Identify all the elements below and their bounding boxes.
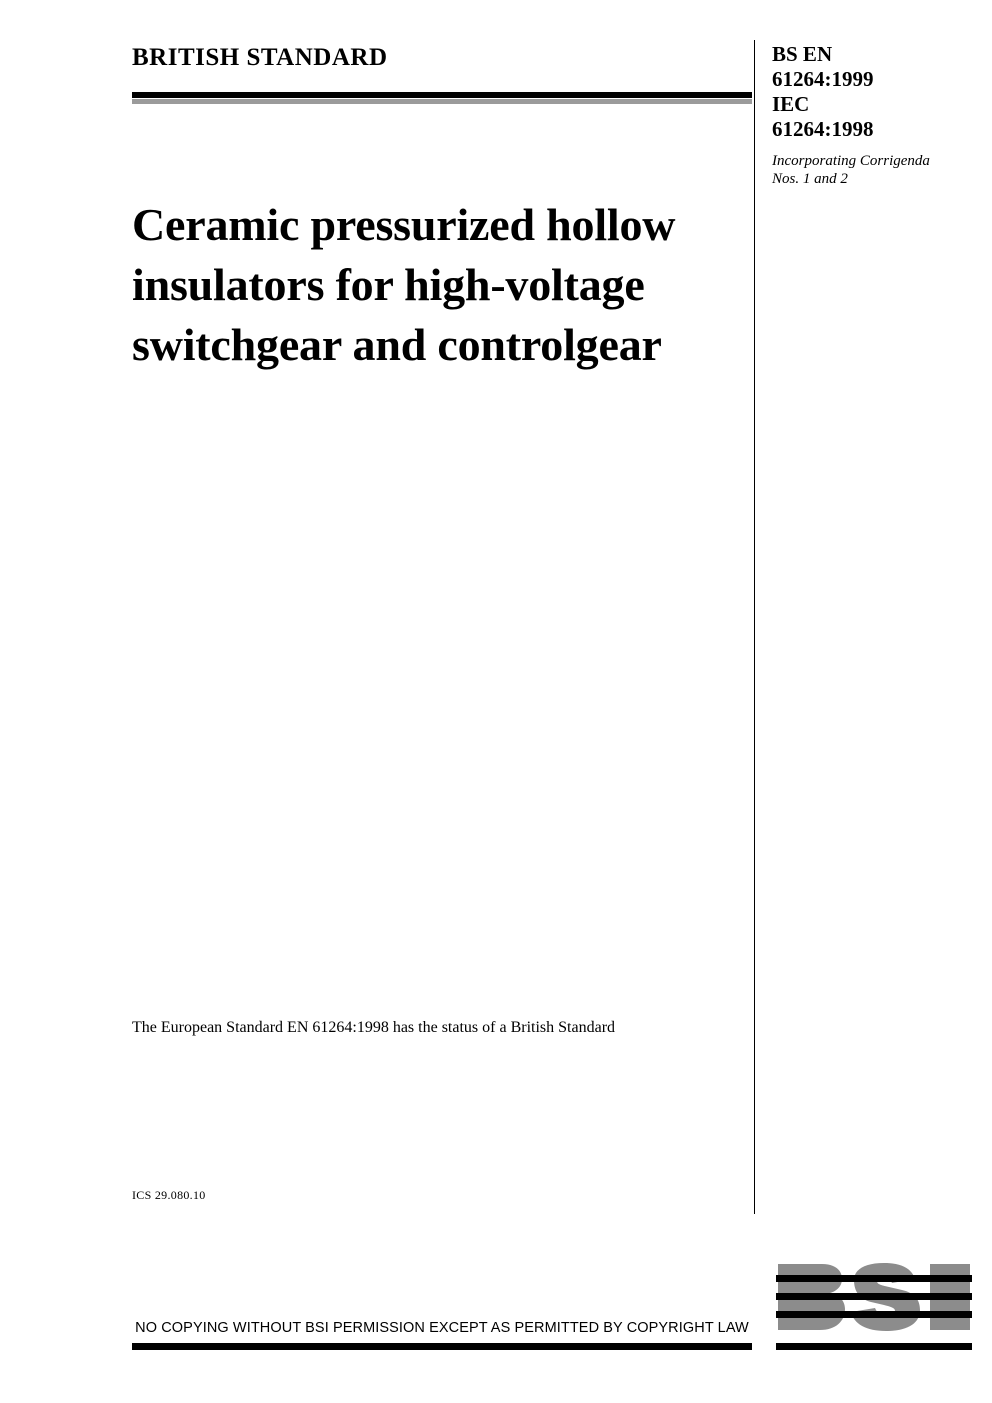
- footer-rule-right: [776, 1343, 972, 1350]
- reference-line-2: 61264:1999: [772, 67, 874, 91]
- header-rule-grey: [132, 99, 752, 104]
- header-rule-black: [132, 92, 752, 98]
- corrigenda-note: Incorporating Corrigenda Nos. 1 and 2: [772, 153, 930, 187]
- british-standard-label: BRITISH STANDARD: [132, 44, 388, 71]
- reference-line-1: BS EN: [772, 42, 833, 66]
- ics-code: ICS 29.080.10: [132, 1188, 206, 1202]
- page-title: Ceramic pressurized hollow insulators for high-voltage switchgear and controlgear: [132, 199, 676, 370]
- bsi-logo: [776, 1262, 972, 1336]
- standard-reference-block: [772, 42, 972, 142]
- european-standard-status-note: The European Standard EN 61264:1998 has the status of a British Standard: [132, 1019, 616, 1036]
- copyright-notice: NO COPYING WITHOUT BSI PERMISSION EXCEPT AS PERMITTED BY COPYRIGHT LAW: [135, 1320, 749, 1336]
- vertical-divider: [754, 40, 755, 1214]
- reference-line-3: IEC: [772, 92, 810, 116]
- footer-rule-left: [132, 1343, 752, 1350]
- reference-line-4: 61264:1998: [772, 117, 874, 141]
